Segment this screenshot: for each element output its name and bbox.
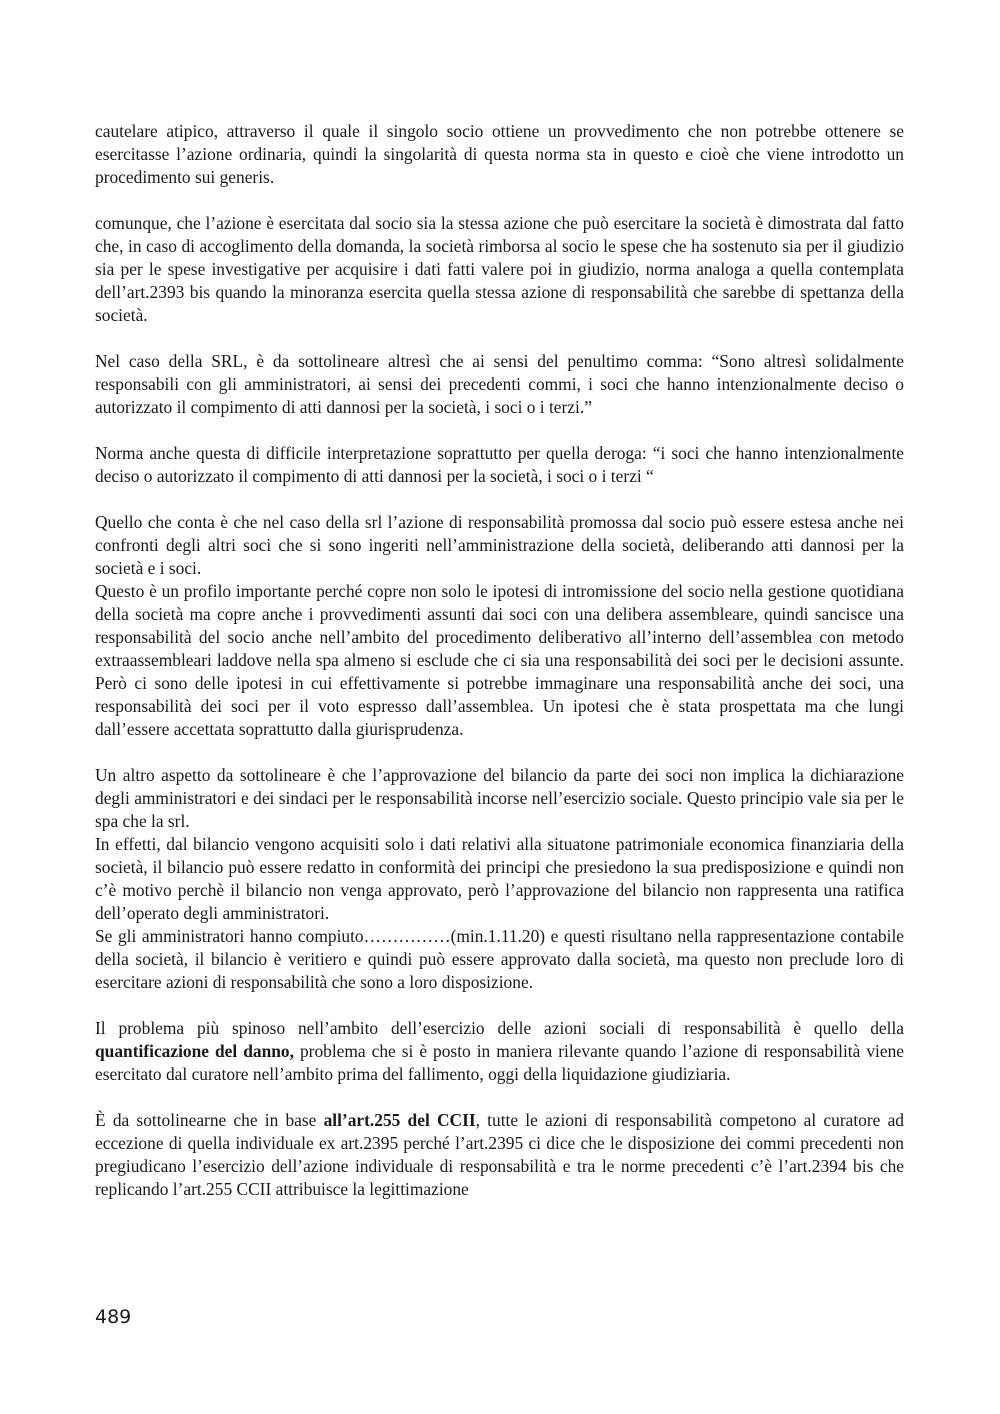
text-run: È da sottolinearne che in base bbox=[95, 1110, 324, 1130]
paragraph bbox=[95, 764, 904, 833]
paragraph bbox=[95, 1109, 904, 1201]
text-run: Norma anche questa di difficile interpretazione soprattutto per quella deroga: “i soci che hanno intenzionalmente deciso o autorizzato il compimento di atti dannosi per la società, i soci o i terzi “ bbox=[95, 443, 904, 486]
bold-text: all’art.255 del CCII bbox=[323, 1110, 476, 1130]
paragraph bbox=[95, 1017, 904, 1086]
text-run: comunque, che l’azione è esercitata dal socio sia la stessa azione che può esercitare la società è dimostrata dal fatto che, in caso di accoglimento della domanda, la società rimborsa al socio le spese che ha sostenuto sia per il giudizio sia per le spese investigative per acquisire i dati fatti valere poi in giudizio, norma analoga a quella contemplata dell’art.2393 bis quando la minoranza esercita quella stessa azione di responsabilità che sarebbe di spettanza della società. bbox=[95, 213, 904, 325]
paragraph bbox=[95, 212, 904, 327]
paragraph bbox=[95, 442, 904, 488]
document-body bbox=[95, 120, 904, 1201]
page-number: 489 bbox=[95, 1306, 132, 1328]
paragraph bbox=[95, 120, 904, 189]
text-run: In effetti, dal bilancio vengono acquisiti solo i dati relativi alla situatone patrimoniale economica finanziaria della società, il bilancio può essere redatto in conformità dei principi che presiedono la sua predisposizione e quindi non c’è motivo perchè il bilancio non venga approvato, però l’approvazione del bilancio non rappresenta una ratifica dell’operato degli amministratori. bbox=[95, 834, 904, 923]
paragraph bbox=[95, 833, 904, 925]
text-run: Nel caso della SRL, è da sottolineare altresì che ai sensi del penultimo comma: “Sono altresì solidalmente responsabili con gli amministratori, ai sensi dei precedenti commi, i soci che hanno intenzionalmente deciso o autorizzato il compimento di atti dannosi per la società, i soci o i terzi.” bbox=[95, 351, 904, 417]
text-run: , tutte le azioni di responsabilità competono al curatore ad eccezione di quella individuale ex art.2395 perché l’art.2395 ci dice che le disposizione dei commi precedenti non pregiudicano l’esercizio dell’azione individuale di responsabilità e tra le norme precedenti c’è l’art.2394 bis che replicando l’art.255 CCII attribuisce la legittimazione bbox=[95, 1110, 904, 1199]
paragraph bbox=[95, 580, 904, 741]
text-run: Questo è un profilo importante perché copre non solo le ipotesi di intromissione del socio nella gestione quotidiana della società ma copre anche i provvedimenti assunti dai soci con una delibera assembleare, quindi sancisce una responsabilità del socio anche nell’ambito del procedimento deliberativo all’interno dell’assemblea con metodo extraassembleari laddove nella spa almeno si esclude che ci sia una responsabilità dei soci per le decisioni assunte. Però ci sono delle ipotesi in cui effettivamente si potrebbe immaginare una responsabilità anche dei soci, una responsabilità dei soci per il voto espresso dall’assemblea. Un ipotesi che è stata prospettata ma che lungi dall’essere accettata soprattutto dalla giurisprudenza. bbox=[95, 581, 904, 739]
paragraph bbox=[95, 511, 904, 580]
text-run: Quello che conta è che nel caso della srl l’azione di responsabilità promossa dal socio può essere estesa anche nei confronti degli altri soci che si sono ingeriti nell’amministrazione della società, deliberando atti dannosi per la società e i soci. bbox=[95, 512, 904, 578]
paragraph bbox=[95, 925, 904, 994]
text-run: Un altro aspetto da sottolineare è che l’approvazione del bilancio da parte dei soci non implica la dichiarazione degli amministratori e dei sindaci per le responsabilità incorse nell’esercizio sociale. Questo principio vale sia per le spa che la srl. bbox=[95, 765, 904, 831]
bold-text: quantificazione del danno, bbox=[95, 1041, 294, 1061]
text-run: problema che si è posto in maniera rilevante quando l’azione di responsabilità viene esercitato dal curatore nell’ambito prima del fallimento, oggi della liquidazione giudiziaria. bbox=[95, 1041, 904, 1084]
paragraph bbox=[95, 350, 904, 419]
text-run: cautelare atipico, attraverso il quale il singolo socio ottiene un provvedimento che non potrebbe ottenere se esercitasse l’azione ordinaria, quindi la singolarità di questa norma sta in questo e cioè che viene introdotto un procedimento sui generis. bbox=[95, 121, 904, 187]
text-run: Se gli amministratori hanno compiuto……………(min.1.11.20) e questi risultano nella rappresentazione contabile della società, il bilancio è veritiero e quindi può essere approvato dalla società, ma questo non preclude loro di esercitare azioni di responsabilità che sono a loro disposizione. bbox=[95, 926, 904, 992]
text-run: Il problema più spinoso nell’ambito dell’esercizio delle azioni sociali di responsabilità è quello della bbox=[95, 1018, 904, 1038]
